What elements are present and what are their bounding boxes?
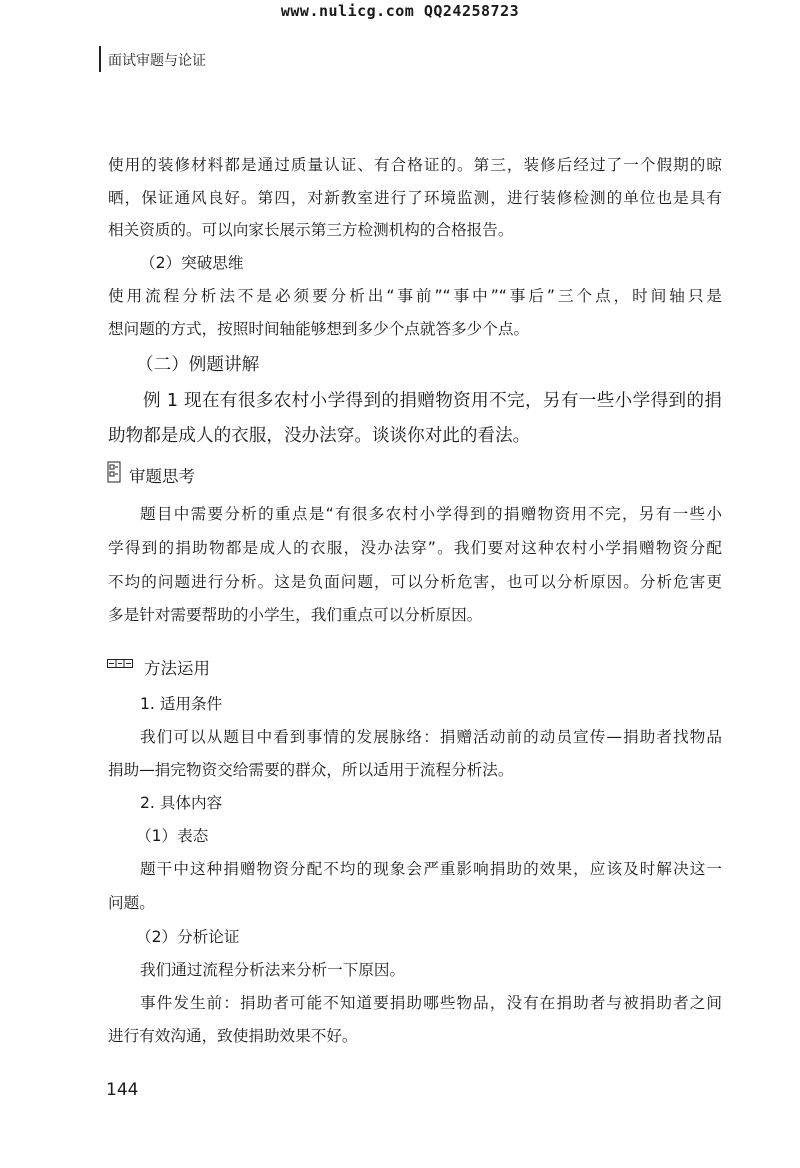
subheading: （1）表态 xyxy=(136,827,209,845)
paragraph-line: 事件发生前：捐助者可能不知道要捐助哪些物品，没有在捐助者与被捐助者之间 xyxy=(140,994,722,1012)
paragraph-line: 想问题的方式，按照时间轴能够想到多少个点就答多少个点。 xyxy=(108,320,530,338)
paragraph-line: 使用的装修材料都是通过质量认证、有合格证的。第三，装修后经过了一个假期的晾 xyxy=(108,156,722,174)
paragraph-line: 我们可以从题目中看到事情的发展脉络：捐赠活动前的动员宣传—捐助者找物品 xyxy=(140,728,722,746)
paragraph-line: 学得到的捐助物都是成人的衣服，没办法穿”。我们要对这种农村小学捐赠物资分配 xyxy=(108,539,722,557)
paragraph-line: 题目中需要分析的重点是“有很多农村小学得到的捐赠物资用不完，另有一些小 xyxy=(140,505,722,523)
example-line: 例 1 现在有很多农村小学得到的捐赠物资用不完，另有一些小学得到的捐 xyxy=(143,391,722,411)
page-number: 144 xyxy=(106,1080,139,1100)
section-heading: （二）例题讲解 xyxy=(136,355,260,375)
paragraph-line: 我们通过流程分析法来分析一下原因。 xyxy=(140,961,406,979)
section-title-review: 审题思考 xyxy=(129,467,195,486)
review-box-icon xyxy=(107,461,121,483)
subheading: （2）分析论证 xyxy=(136,928,240,946)
paragraph-line: 问题。 xyxy=(108,894,155,912)
paragraph-line: 捐助—捐完物资交给需要的群众，所以适用于流程分析法。 xyxy=(108,761,514,779)
paragraph-line: 不均的问题进行分析。这是负面问题，可以分析危害，也可以分析原因。分析危害更 xyxy=(108,573,722,591)
paragraph-line: 多是针对需要帮助的小学生，我们重点可以分析原因。 xyxy=(108,606,483,624)
section-title-method: 方法运用 xyxy=(144,659,210,678)
paragraph-line: 题干中这种捐赠物资分配不均的现象会严重影响捐助的效果，应该及时解决这一 xyxy=(140,860,722,878)
watermark-text: www.nulicg.com QQ24258723 xyxy=(280,2,520,20)
paragraph-line: 使用流程分析法不是必须要分析出“事前”“事中”“事后”三个点，时间轴只是 xyxy=(108,287,722,305)
paragraph-line: 进行有效沟通，致使捐助效果不好。 xyxy=(108,1027,358,1045)
subheading: 2. 具体内容 xyxy=(140,794,223,812)
running-title: 面试审题与论证 xyxy=(108,53,206,69)
example-line: 助物都是成人的衣服，没办法穿。谈谈你对此的看法。 xyxy=(108,426,531,446)
method-tape-icon xyxy=(107,659,133,668)
subheading: 1. 适用条件 xyxy=(140,695,223,713)
header-rule xyxy=(99,46,101,72)
paragraph-line: 相关资质的。可以向家长展示第三方检测机构的合格报告。 xyxy=(108,221,514,239)
paragraph-line: 晒，保证通风良好。第四，对新教室进行了环境监测，进行装修检测的单位也是具有 xyxy=(108,189,722,207)
subheading: （2）突破思维 xyxy=(140,254,244,272)
